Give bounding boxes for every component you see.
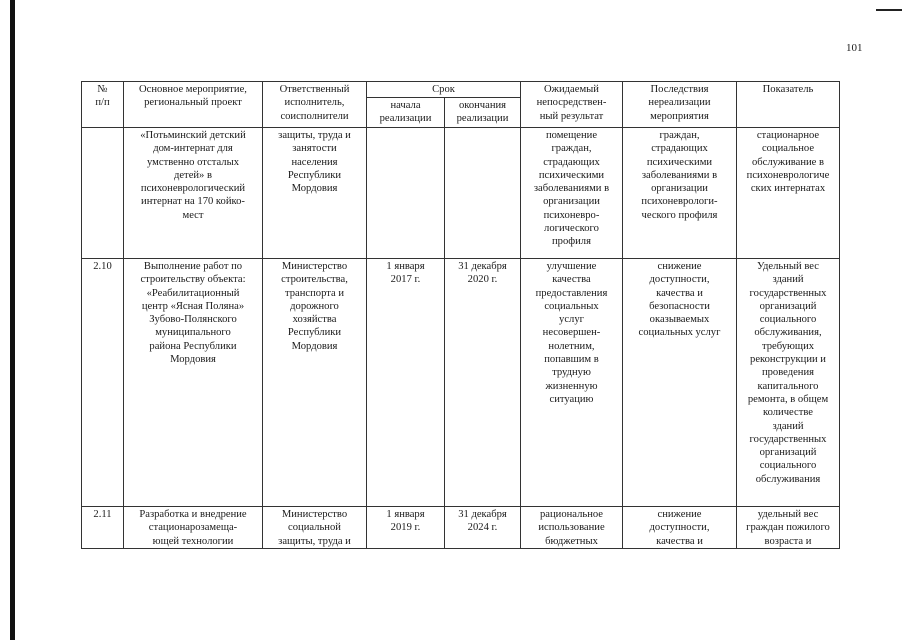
row-result: улучшение качества предоставления социальных услуг несовершен- нолетним, попавшим в трудную жизненную ситуацию [521, 259, 623, 507]
row-start: 1 января 2017 г. [367, 259, 445, 507]
scan-mark [876, 9, 902, 11]
header-term-start: начала реализации [367, 98, 445, 128]
row-num: 2.10 [82, 259, 124, 507]
row-end [445, 128, 521, 259]
row-event: Выполнение работ по строительству объекта: «Реабилитационный центр «Ясная Поляна» Зубово-Полянского муниципального района Республики Мордовия [124, 259, 263, 507]
row-end: 31 декабря 2024 г. [445, 507, 521, 549]
row-consequences: снижение доступности, качества и [623, 507, 737, 549]
header-term: Срок [367, 82, 521, 98]
header-consequences: Последствия нереализации мероприятия [623, 82, 737, 128]
header-executor: Ответственный исполнитель, соисполнители [263, 82, 367, 128]
row-start: 1 января 2019 г. [367, 507, 445, 549]
row-indicator: стационарное социальное обслуживание в психоневрологиче ских интернатах [737, 128, 840, 259]
header-event: Основное мероприятие, региональный проект [124, 82, 263, 128]
row-indicator: удельный вес граждан пожилого возраста и [737, 507, 840, 549]
table-row [82, 128, 840, 259]
scan-margin-bar [10, 0, 15, 640]
table-header-row [82, 82, 840, 98]
row-num: 2.11 [82, 507, 124, 549]
row-num [82, 128, 124, 259]
header-term-end: окончания реализации [445, 98, 521, 128]
row-executor: Министерство социальной защиты, труда и [263, 507, 367, 549]
header-num: № п/п [82, 82, 124, 128]
row-indicator: Удельный вес зданий государственных организаций социального обслуживания, требующих реконструкции и проведения капитального ремонта, в общем количестве зданий государственных организаций социального обслуживания [737, 259, 840, 507]
row-executor: Министерство строительства, транспорта и дорожного хозяйства Республики Мордовия [263, 259, 367, 507]
row-consequences: граждан, страдающих психическими заболеваниями в организации психоневрологи- ческого профиля [623, 128, 737, 259]
row-result: рациональное использование бюджетных [521, 507, 623, 549]
header-result: Ожидаемый непосредствен- ный результат [521, 82, 623, 128]
row-executor: защиты, труда и занятости населения Республики Мордовия [263, 128, 367, 259]
header-indicator: Показатель [737, 82, 840, 128]
page-number: 101 [846, 42, 863, 54]
row-event: «Потьминский детский дом-интернат для умственно отсталых детей» в психоневрологический интернат на 170 койко- мест [124, 128, 263, 259]
program-events-table [81, 81, 840, 549]
row-end: 31 декабря 2020 г. [445, 259, 521, 507]
row-event: Разработка и внедрение стационарозамеща- ющей технологии [124, 507, 263, 549]
row-start [367, 128, 445, 259]
row-consequences: снижение доступности, качества и безопасности оказываемых социальных услуг [623, 259, 737, 507]
table-row [82, 259, 840, 507]
row-result: помещение граждан, страдающих психическими заболеваниями в организации психоневро- логического профиля [521, 128, 623, 259]
table-row [82, 507, 840, 549]
